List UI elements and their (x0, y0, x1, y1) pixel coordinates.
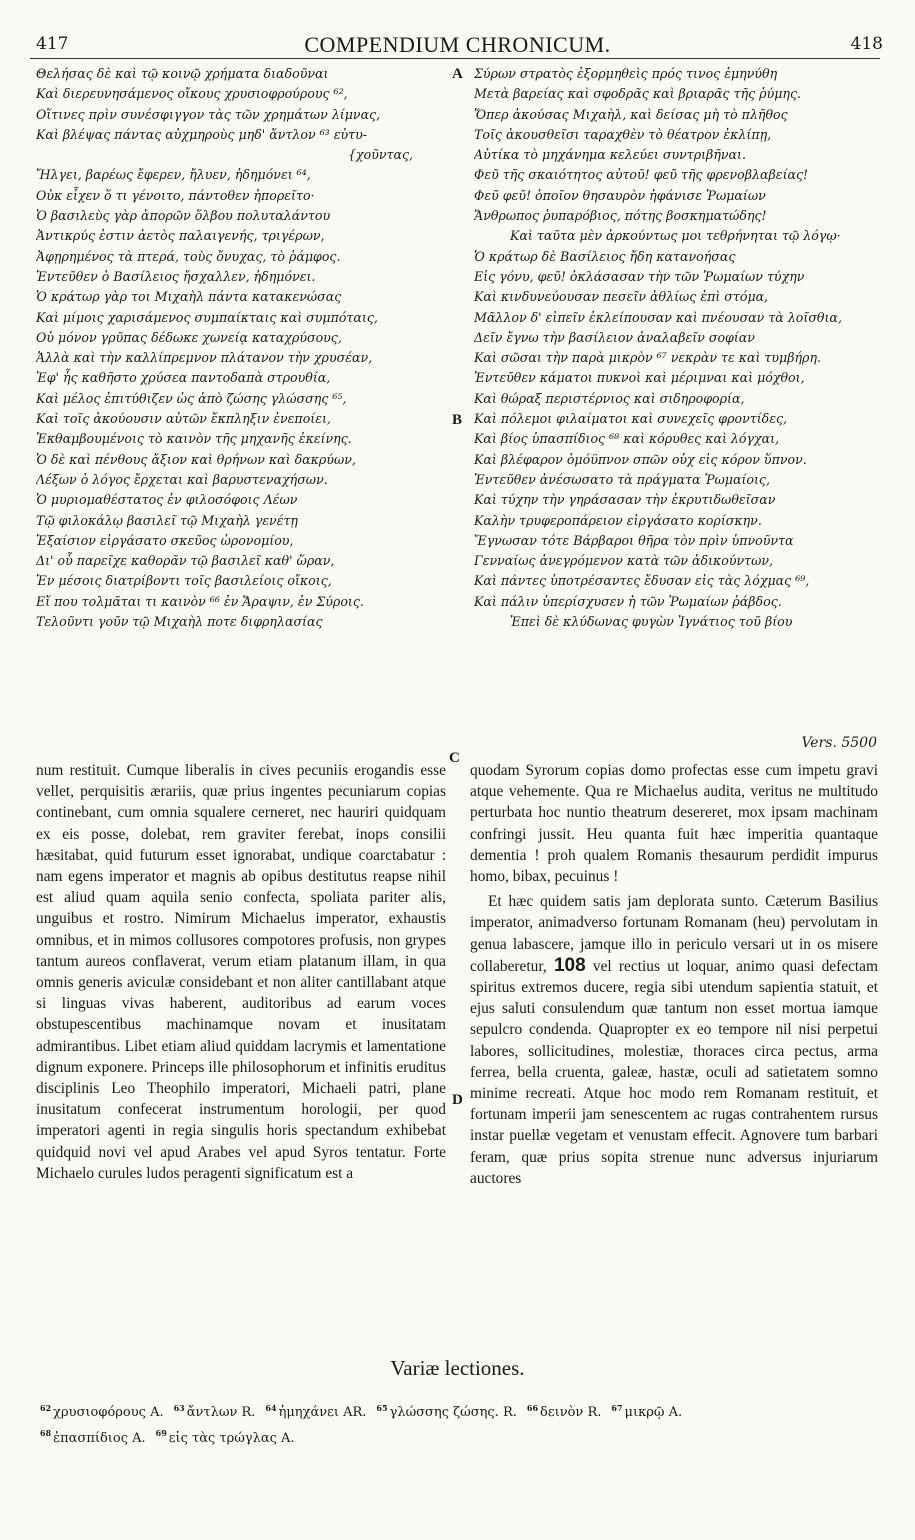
verse-line: Ἤλγει, βαρέως ἔφερεν, ἤλυεν, ἠδημόνει ⁶⁴, (36, 167, 311, 183)
variae-lectiones (40, 1398, 890, 1449)
verse-line: Καὶ θώραξ περιστέρνιος καὶ σιδηροφορία, (474, 390, 745, 406)
footnote-number: 63 (173, 1403, 185, 1413)
verse-line: Καὶ πόλεμοι φιλαίματοι καὶ συνεχεῖς φροντίδες, (474, 411, 788, 427)
variant-reading (155, 1428, 295, 1446)
variant-text: ἠμηχάνει AR. (278, 1405, 367, 1421)
verse-line: Ὁ κράτωρ γὰρ τοι Μιχαὴλ πάντα κατακενώσας (36, 289, 342, 305)
latin-paragraph: quodam Syrorum copias domo profectas esse cum impetu gravi atque vehemente. Qua re Michaelus audita, veritus ne multitudo perturbata hoc nuntio theatrum desereret, mox ipsam machinam confringi jussit. Heu quanta fuit hæc imperitia quantaque dementia ! proh qualem Romanis thesaurum perdidit impurus homo, bibax, pecuinus ! (470, 762, 878, 886)
verse-line: Εἰς γόνυ, φεῦ! ὀκλάσασαν τὴν τῶν Ῥωμαίων τύχην (474, 268, 805, 284)
verse-line: Ἀντικρύς ἐστιν ἀετὸς παλαιγενής, τριγέρων, (36, 228, 325, 244)
variant-text: ἄντλων R. (186, 1405, 256, 1421)
variant-reading (376, 1405, 516, 1420)
verse-line: Μετὰ βαρείας καὶ σφοδρᾶς καὶ βριαρᾶς τῆς ῥύμης. (474, 86, 802, 102)
margin-marker-a: A (452, 66, 463, 82)
verse-line: Καλὴν τρυφεροπάρειον εἰργάσατο κορίσκην. (474, 512, 762, 528)
page-break-number: 108 (553, 954, 586, 976)
variant-text: χρυσιοφόρους A. (53, 1405, 164, 1421)
verse-line: Ἐντεῦθεν κάματοι πυκνοὶ καὶ μέριμναι καὶ μόχθοι, (474, 370, 805, 386)
verse-line: Λέξων ὁ λόγος ἔρχεται καὶ βαρυστεναχήσων. (36, 471, 328, 487)
header-rule (30, 58, 880, 59)
verse-line: Ἐκθαμβουμένοις τὸ καινὸν τῆς μηχανῆς ἐκείνης. (36, 431, 352, 447)
verse-count: Vers. 5500 (801, 735, 877, 751)
verse-line: Ἀλλὰ καὶ τὴν καλλίπρεμνον πλάτανον τὴν χρυσέαν, (36, 350, 373, 366)
variae-row (40, 1423, 890, 1448)
verse-line: Ἐντεῦθεν ἀνέσωσατο τὰ πράγματα Ῥωμαίοις, (474, 471, 770, 487)
verse-line: Ὁ βασιλεὺς γὰρ ἀπορῶν ὅλβου πολυταλάντου (36, 208, 331, 224)
verse-line: Ὁ μυριομαθέστατος ἐν φιλοσόφοις Λέων (36, 492, 298, 508)
verse-line: Ἀφῃρημένος τὰ πτερά, τοὺς ὄνυχας, τὸ ῥάμφος. (36, 248, 341, 264)
verse-line: Ὅπερ ἀκούσας Μιχαὴλ, καὶ δείσας μὴ τὸ πλῆθος (474, 106, 788, 122)
variant-text: δεινὸν R. (540, 1405, 602, 1421)
footnote-number: 65 (376, 1403, 388, 1413)
page-number-left: 417 (36, 34, 69, 54)
verse-line: Τοῖς ἀκουσθεῖσι ταραχθὲν τὸ θέατρον ἐκλίπῃ, (474, 126, 772, 142)
verse-line: Καὶ βλέψας πάντας αὐχμηροὺς μηδ' ἄντλον ⁶³ εὐτυ- (36, 126, 368, 142)
variant-text: μικρῷ A. (624, 1405, 683, 1421)
verse-line: Καὶ βλέφαρον ὁμόϋπνον σπῶν οὐχ εἰς κόρον ὕπνον. (474, 451, 807, 467)
verse-line: Καὶ ταῦτα μὲν ἀρκούντως μοι τεθρήνηται τῷ λόγῳ· (510, 228, 841, 244)
verse-line: Σύρων στρατὸς ἐξορμηθεὶς πρός τινος ἐμηνύθη (474, 66, 778, 81)
verse-line: Οὐκ εἶχεν ὅ τι γένοιτο, πάντοθεν ἠπορεῖτο· (36, 187, 315, 203)
verse-line: Μᾶλλον δ' εἰπεῖν ἐκλείπουσαν καὶ πνέουσαν τὰ λοῖσθια, (474, 309, 842, 325)
footnote-number: 69 (155, 1428, 167, 1439)
verse-line: Καὶ βίος ὑπασπίδιος ⁶⁸ καὶ κόρυθες καὶ λόγχαι, (474, 431, 780, 447)
verse-line: Καὶ πάλιν ὑπερίσχυσεν ἡ τῶν Ῥωμαίων ῥάβδος. (474, 593, 782, 609)
verse-line: Ἐφ' ἧς καθῆστο χρύσεα παντοδαπὰ στρουθία, (36, 370, 331, 386)
verse-line: Αὐτίκα τὸ μηχάνημα κελεύει συντριβῆναι. (474, 147, 746, 163)
latin-paragraph: num restituit. Cumque liberalis in cives pecuniis erogandis esse vellet, perquisitis ærariis, quæ prius ingentes pecuniarum copias continebant, cum omnia squalere cerneret, nec hauriri quidquam ex eis posse, dolebat, rem graviter ferebat, inops consilii hæsitabat, quid futurum esset ignorabat, undique coarctabatur : nam egens imperator et magnis ab opibus destitutus reapse nihil est aliud quam aquila senio confecta, spoliata pariter alis, unguibus et rostro. Nimirum Michaelus imperator, exhaustis omnibus, et in mimos collusores compotores profusis, non grypes tantum aureos conflaverat, verum etiam platanum illam, in qua omnis generis aviculæ considebant et non aliter cantillabant atque si linguas vivas haberent, auditoribus ad earum voces obstupescentibus machinamque novam et inusitatam admirantibus. Libet etiam aliud quiddam lacrymis et lamentatione dignum exponere. Princeps ille philosophorum et infinitis eruditus disciplinis Leo Theophilo imperatori, Michaeli patri, plane inusitatum confecerat instrumentum horologii, per quod imperatori agenti in regia singulis horis spectandum exhibebat quidquid novi vel apud Arabes vel apud Syros tentatur. Forte Michaelo curules ludos peragenti significatum est a (36, 762, 446, 1182)
page-number-right: 418 (850, 34, 883, 54)
verse-line: Φεῦ τῆς σκαιότητος αὐτοῦ! φεῦ τῆς φρενοβλαβείας! (474, 167, 809, 183)
verse-line: Δι' οὗ παρεῖχε καθορᾶν τῷ βασιλεῖ καθ' ὥραν, (36, 553, 335, 569)
verse-line: Καὶ διερευνησάμενος οἴκους χρυσιοφρούρους ⁶², (36, 86, 348, 102)
verse-line: Καὶ σῶσαι τὴν παρὰ μικρὸν ⁶⁷ νεκρὰν τε καὶ τυμβήρη. (474, 350, 822, 366)
verse-line: Τῷ φιλοκάλῳ βασιλεῖ τῷ Μιχαὴλ γενέτῃ (36, 512, 298, 528)
verse-line: Ὁ δὲ καὶ πένθους ἄξιον καὶ θρήνων καὶ δακρύων, (36, 451, 356, 467)
latin-text: vel rectius ut loquar, animo quasi defectam spiritus extremos ducere, regia sibi utendum sapientia statuit, et ejus saluti consulendum quæ tantum non esset mortua iamque sepulcro condenda. Quapropter ex eo tempore nil nisi perpetui labores, sollicitudines, molestiæ, thoraces circa pectus, arma ferrea, bella cruenta, galeæ, hastæ, oculi ad satietatem somno minime recreati. Atque hoc modo rem Romanam restituit, et fortunam imperii jam senescentem ac rugas contrahentem rursus instar puellæ vegetam et venustam effecit. Agnovere tum barbari feram, quæ prius sopita strenue nunc adversus injuriarum auctores (470, 957, 878, 1187)
verse-line: Ἄνθρωπος ῥυπαρόβιος, πότης βοσκηματώδης! (474, 208, 767, 224)
margin-marker-b: B (452, 412, 463, 428)
variant-reading (265, 1405, 366, 1420)
verse-line: Καὶ τύχην τὴν γηράσασαν τὴν ἐκρυτιδωθεῖσαν (474, 492, 776, 508)
latin-column-right (470, 760, 878, 1189)
verse-line: Τελοῦντι γοῦν τῷ Μιχαὴλ ποτε διφρηλασίας (36, 614, 323, 630)
verse-line: Οὐ μόνον γρῦπας δέδωκε χωνείᾳ καταχρύσους, (36, 329, 342, 345)
verse-line: Ἐντεῦθεν ὁ Βασίλειος ἤσχαλλεν, ἠδημόνει. (36, 268, 316, 284)
footnote-number: 64 (265, 1403, 277, 1413)
verse-line: Θελήσας δὲ καὶ τῷ κοινῷ χρήματα διαδοῦναι (36, 66, 329, 81)
verse-line: Ὁ κράτωρ δὲ Βασίλειος ἤδη κατανοήσας (474, 248, 736, 264)
verse-line: Καὶ μίμοις χαρισάμενος συμπαίκταις καὶ συμπόταις, (36, 309, 378, 325)
variae-lectiones-title: Variæ lectiones. (390, 1356, 525, 1380)
greek-column-left (36, 64, 441, 632)
verse-line: Καὶ κινδυνεύουσαν πεσεῖν ἀθλίως ἐπὶ στόμα, (474, 289, 769, 305)
variant-reading (40, 1405, 164, 1420)
verse-line: Καὶ τοῖς ἀκούουσιν αὐτῶν ἔκπληξιν ἐνεποίει, (36, 411, 331, 427)
greek-column-right (474, 64, 884, 632)
margin-marker-c: C (449, 750, 460, 766)
latin-paragraph (470, 891, 878, 1189)
variant-text: γλώσσης ζώσης. R. (389, 1405, 517, 1421)
verse-line: Καὶ μέλος ἐπιτύθιζεν ὡς ἀπὸ ζώσης γλώσσης ⁶⁵, (36, 390, 347, 406)
variant-text: εἰς τὰς τρώγλας A. (168, 1430, 295, 1446)
verse-line: Εἴ που τολμᾶται τι καινὸν ⁶⁶ ἐν Ἄραψιν, ἐν Σύροις. (36, 593, 364, 609)
margin-marker-d: D (452, 1092, 463, 1108)
variant-reading (527, 1405, 601, 1420)
verse-line: Δεῖν ἔγνω τὴν βασίλειον ἀναλαβεῖν σοφίαν (474, 329, 755, 345)
variant-reading (611, 1405, 682, 1420)
verse-line: Καὶ πάντες ὑποτρέσαντες ἔδυσαν εἰς τὰς λόχμας ⁶⁹, (474, 573, 810, 589)
verse-line: Γενναίως ἀνεγρόμενον κατὰ τῶν ἀδικούντων, (474, 553, 774, 569)
verse-line: Οἵτινες πρὶν συνέσφιγγον τὰς τῶν χρημάτων λίμνας, (36, 106, 381, 122)
variant-reading (174, 1405, 256, 1420)
footnote-number: 62 (40, 1403, 52, 1413)
variae-row (40, 1398, 890, 1423)
verse-line: Ἐν μέσοις διατρίβοντι τοῖς βασιλείοις οἴκοις, (36, 573, 332, 589)
latin-text: Et hæc quidem satis jam deplorata sunto. Cæterum Basilius imperator, animadverso fortunam Romanam (heu) pervolutam in genua labascere, jamque illo in periculo versari ut in os misere collaberetur, (470, 893, 878, 975)
latin-column-left (36, 760, 446, 1184)
variant-reading (40, 1428, 146, 1446)
variant-text: ἐπασπίδιος A. (53, 1430, 146, 1446)
verse-line: Ἐπεὶ δὲ κλύδωνας φυγὼν Ἰγνάτιος τοῦ βίου (510, 614, 793, 630)
footnote-number: 66 (526, 1403, 539, 1413)
footnote-number: 67 (611, 1403, 623, 1413)
footnote-number: 68 (40, 1428, 52, 1439)
verse-line: Ἐξαίσιον εἰργάσατο σκεῦος ὡρονομίου, (36, 532, 294, 548)
running-head: COMPENDIUM CHRONICUM. (304, 32, 611, 57)
verse-line: Φεῦ φεῦ! ὁποῖον θησαυρὸν ἠφάνισε Ῥωμαίων (474, 187, 766, 203)
verse-line: {χοῦντας, (348, 147, 414, 163)
verse-line: Ἔγνωσαν τότε Βάρβαροι θῆρα τὸν πρὶν ὑπνοῦντα (474, 532, 794, 548)
